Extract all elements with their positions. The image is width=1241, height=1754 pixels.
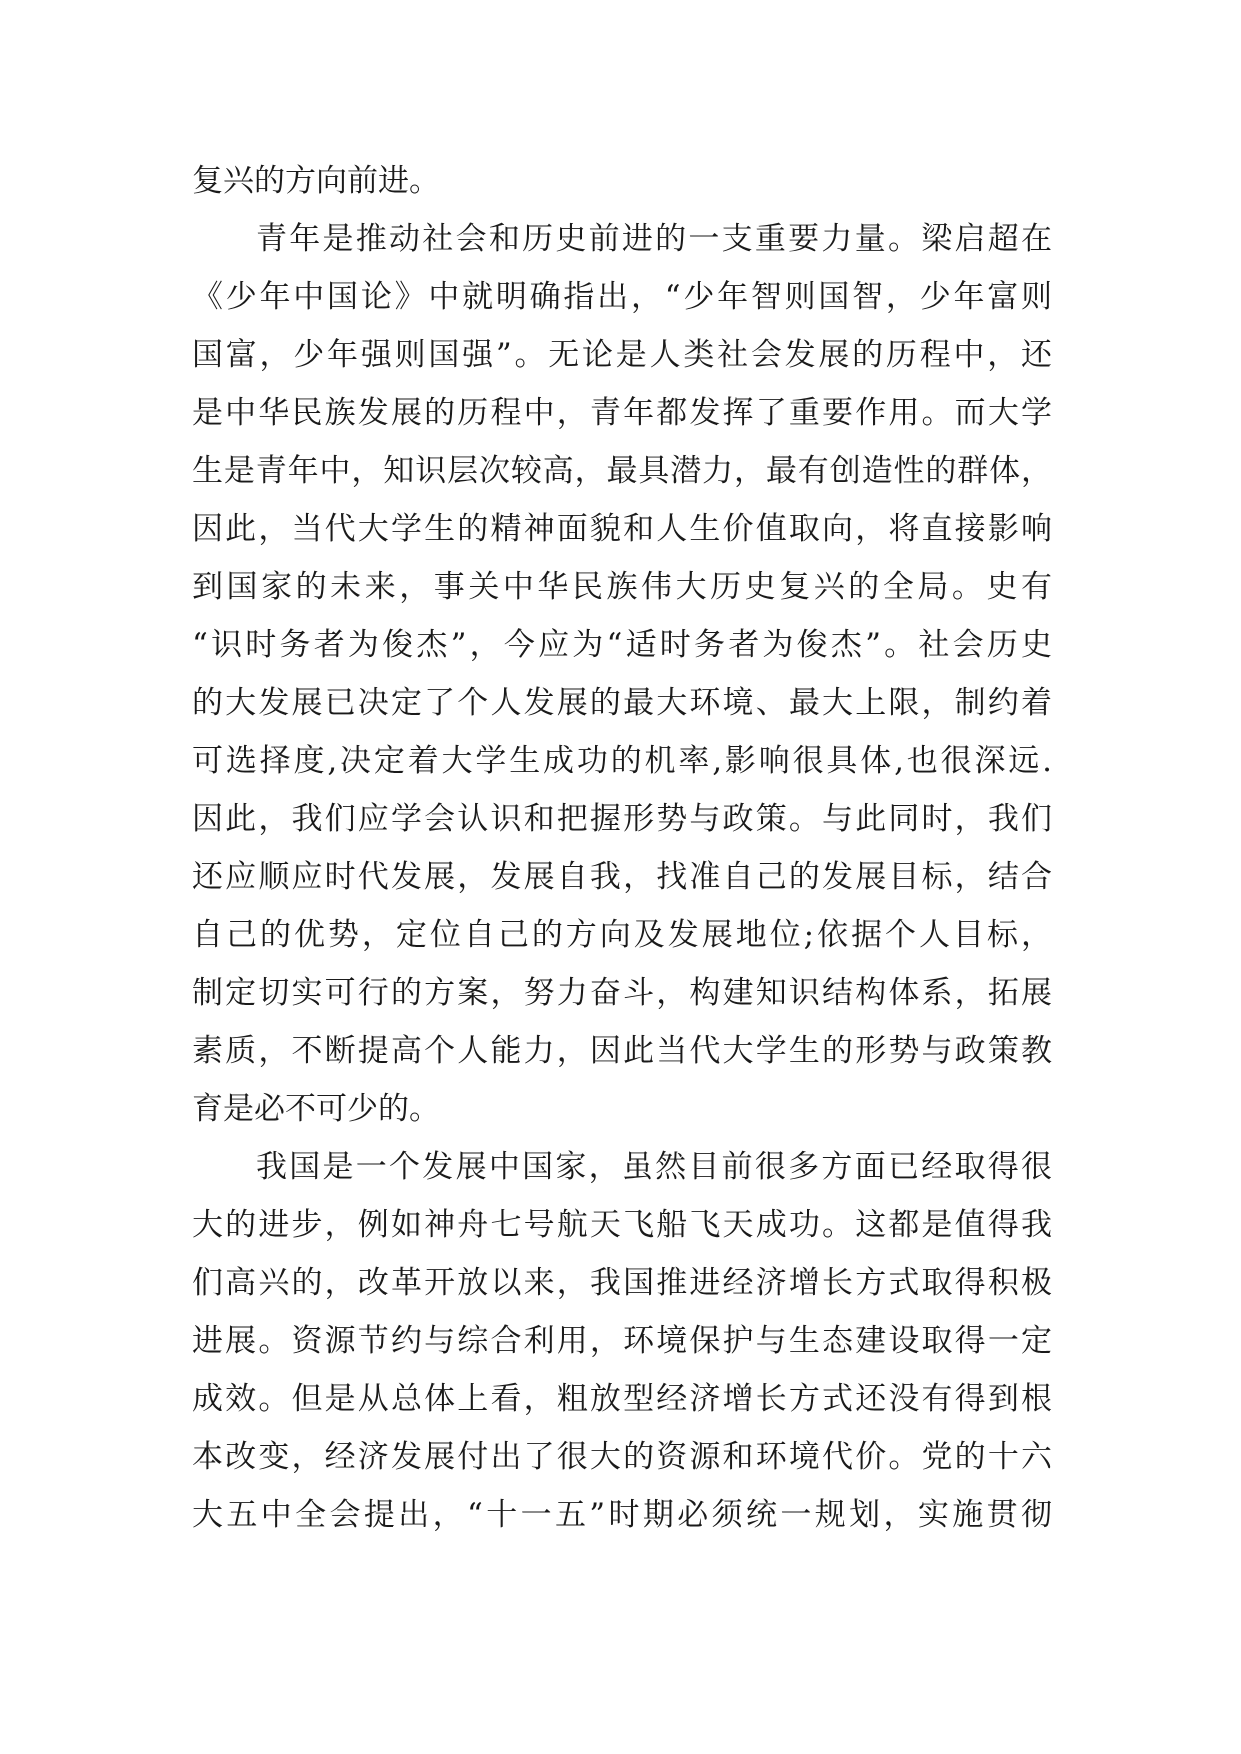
text-line: 们高兴的，改革开放以来，我国推进经济增长方式取得积极 <box>192 1265 1052 1301</box>
text-line: 国富，少年强则国强”。无论是人类社会发展的历程中，还 <box>192 337 1052 373</box>
text-line: 是中华民族发展的历程中，青年都发挥了重要作用。而大学 <box>192 395 1052 431</box>
text-line: 还应顺应时代发展，发展自我，找准自己的发展目标，结合 <box>192 859 1052 895</box>
body-text <box>192 152 1052 1544</box>
text-line: 因此，当代大学生的精神面貌和人生价值取向，将直接影响 <box>192 511 1052 547</box>
text-line: 复兴的方向前进。 <box>192 163 440 199</box>
text-line: 生是青年中，知识层次较高，最具潜力，最有创造性的群体， <box>192 453 1052 489</box>
text-line: 到国家的未来，事关中华民族伟大历史复兴的全局。史有 <box>192 569 1052 605</box>
text-line: 自己的优势，定位自己的方向及发展地位;依据个人目标， <box>192 917 1052 953</box>
text-line: 大五中全会提出，“十一五”时期必须统一规划，实施贯彻 <box>192 1497 1052 1533</box>
text-line: 《少年中国论》中就明确指出，“少年智则国智，少年富则 <box>192 279 1052 315</box>
paragraph-first-line: 青年是推动社会和历史前进的一支重要力量。梁启超在 <box>256 221 1052 257</box>
text-line: 可选择度,决定着大学生成功的机率,影响很具体,也很深远. <box>192 743 1052 779</box>
text-line: 本改变，经济发展付出了很大的资源和环境代价。党的十六 <box>192 1439 1052 1475</box>
text-line: 素质，不断提高个人能力，因此当代大学生的形势与政策教 <box>192 1033 1052 1069</box>
text-line: “识时务者为俊杰”，今应为“适时务者为俊杰”。社会历史 <box>192 627 1052 663</box>
text-line: 进展。资源节约与综合利用，环境保护与生态建设取得一定 <box>192 1323 1052 1359</box>
text-line: 制定切实可行的方案，努力奋斗，构建知识结构体系，拓展 <box>192 975 1052 1011</box>
text-line: 成效。但是从总体上看，粗放型经济增长方式还没有得到根 <box>192 1381 1052 1417</box>
text-line: 因此，我们应学会认识和把握形势与政策。与此同时，我们 <box>192 801 1052 837</box>
text-line: 大的进步，例如神舟七号航天飞船飞天成功。这都是值得我 <box>192 1207 1052 1243</box>
text-line: 育是必不可少的。 <box>192 1091 440 1127</box>
paragraph-first-line: 我国是一个发展中国家，虽然目前很多方面已经取得很 <box>256 1149 1052 1185</box>
text-line: 的大发展已决定了个人发展的最大环境、最大上限，制约着 <box>192 685 1052 721</box>
